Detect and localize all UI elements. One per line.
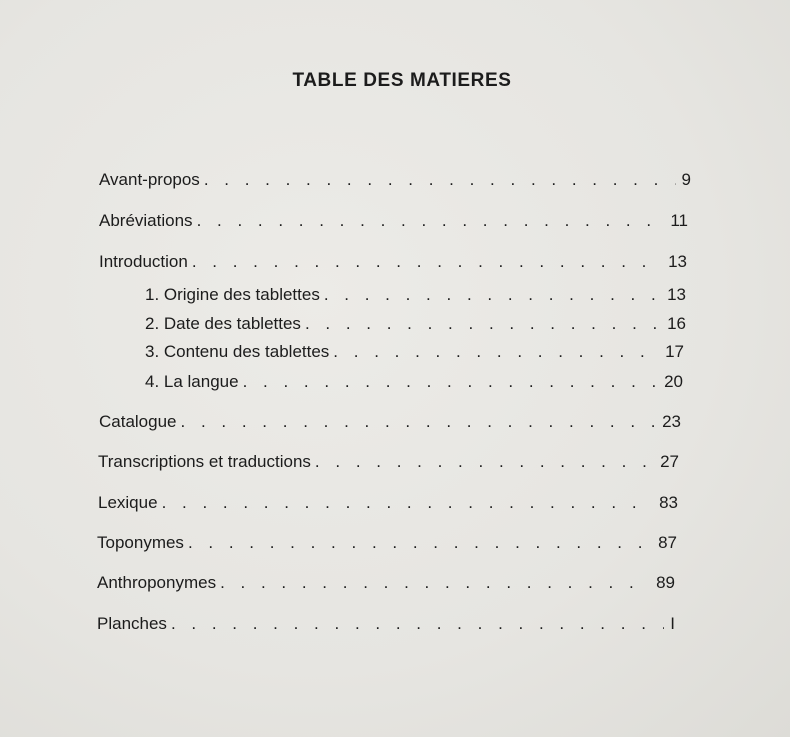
toc-entry-page: 9	[681, 170, 691, 189]
dot-leader	[324, 285, 661, 305]
toc-entry-page: 17	[665, 342, 684, 361]
toc-entry-label: Avant-propos	[99, 170, 200, 189]
dot-leader	[181, 412, 657, 432]
toc-entry-catalogue	[99, 412, 681, 432]
dot-leader	[315, 452, 654, 472]
toc-entry-toponymes	[97, 533, 677, 553]
toc-entry-label: 2. Date des tablettes	[145, 314, 301, 333]
toc-entry-avant-propos	[99, 170, 691, 190]
toc-subentry-origine	[145, 285, 686, 305]
toc-entry-label: Anthroponymes	[97, 573, 217, 592]
toc-entry-label: 4. La langue	[145, 372, 239, 391]
toc-entry-planches	[97, 614, 675, 634]
toc-entry-page: 27	[660, 452, 679, 471]
toc-entry-label: Lexique	[98, 493, 158, 512]
toc-entry-label: Catalogue	[99, 412, 177, 431]
toc-entry-label: Introduction	[99, 252, 188, 271]
toc-entry-page: 23	[662, 412, 681, 431]
toc-entry-lexique	[98, 493, 678, 513]
toc-entry-label: 3. Contenu des tablettes	[145, 342, 330, 361]
toc-entry-transcriptions	[98, 452, 679, 472]
dot-leader	[192, 252, 662, 272]
dot-leader	[188, 533, 652, 553]
toc-subentry-contenu	[145, 342, 684, 362]
toc-entry-label: Abréviations	[99, 211, 193, 230]
toc-entry-introduction	[99, 252, 687, 272]
toc-entry-page: 11	[670, 211, 688, 230]
toc-entry-page: 13	[668, 252, 687, 271]
toc-entry-page: 87	[658, 533, 677, 552]
toc-entry-label: Transcriptions et traductions	[98, 452, 311, 471]
toc-entry-abreviations	[99, 211, 688, 231]
dot-leader	[197, 211, 665, 231]
dot-leader	[171, 614, 664, 634]
toc-subentry-langue	[145, 372, 683, 392]
page-title: TABLE DES MATIERES	[292, 70, 512, 91]
toc-entry-page: 83	[659, 493, 678, 512]
dot-leader	[162, 493, 654, 513]
dot-leader	[333, 342, 659, 362]
dot-leader	[220, 573, 650, 593]
dot-leader	[243, 372, 658, 392]
toc-entry-label: 1. Origine des tablettes	[145, 285, 320, 304]
toc-entry-anthroponymes	[97, 573, 675, 593]
toc-entry-page: 16	[667, 314, 686, 333]
toc-entry-page: 89	[656, 573, 675, 592]
toc-entry-page: I	[670, 614, 675, 633]
toc-entry-page: 13	[667, 285, 686, 304]
dot-leader	[305, 314, 661, 334]
toc-entry-label: Toponymes	[97, 533, 184, 552]
dot-leader	[204, 170, 676, 190]
toc-entry-label: Planches	[97, 614, 167, 633]
toc-entry-page: 20	[664, 372, 683, 391]
toc-subentry-date	[145, 314, 686, 334]
